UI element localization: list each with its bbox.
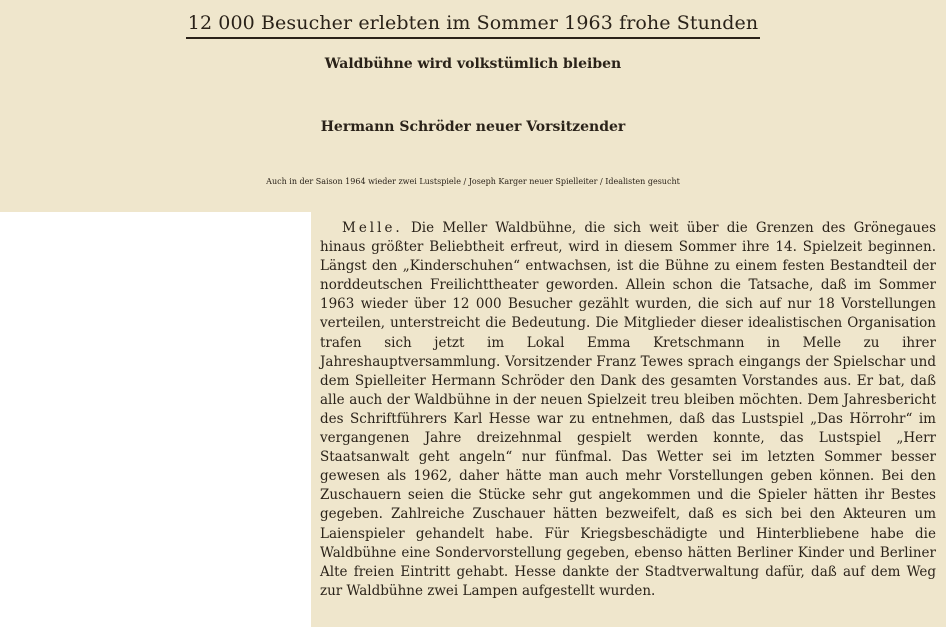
subheadline: Auch in der Saison 1964 wieder zwei Lustspiele / Joseph Karger neuer Spielleiter / Idealisten gesucht bbox=[266, 177, 680, 186]
article-dateline: Melle. bbox=[342, 220, 403, 236]
kicker-line bbox=[0, 12, 946, 34]
article-text: Die Meller Waldbühne, die sich weit über die Grenzen des Grönegaues hinaus größter Beliebtheit erfreut, wird in diesem Sommer ihre 14. Spielzeit beginnen. Längst den „Kinderschuhen“ entwachsen, ist die Bühne zu einem festen Bestandteil der norddeutschen Freilichttheater geworden. Allein schon die Tatsache, daß im Sommer 1963 wieder über 12 000 Besucher gezählt wurden, die sich auf nur 18 Vorstellungen verteilen, unterstreicht die Bedeutung. Die Mitglieder dieser idealistischen Organisation trafen sich jetzt im Lokal Emma Kretschmann in Melle zu ihrer Jahreshauptversammlung. Vorsitzender Franz Tewes sprach eingangs der Spielschar und dem Spielleiter Hermann Schröder den Dank des gesamten Vorstandes aus. Er bat, daß alle auch der Waldbühne in der neuen Spielzeit treu bleiben möchten. Dem Jahresbericht des Schriftführers Karl Hesse war zu entnehmen, daß das Lustspiel „Das Hörrohr“ im vergangenen Jahre dreizehnmal gespielt werden konnte, das Lustspiel „Herr Staatsanwalt geht angeln“ nur fünfmal. Das Wetter sei im letzten Sommer besser gewesen als 1962, daher hätte man auch mehr Vorstellungen geben können. Bei den Zuschauern seien die Stücke sehr gut angekommen und die Spieler hätten ihr Bestes gegeben. Zahlreiche Zuschauer hätten bezweifelt, daß es sich bei den Akteuren um Laienspieler gehandelt habe. Für Kriegsbeschädigte und Hinterbliebene habe die Waldbühne eine Sondervorstellung gegeben, ebenso hätten Berliner Kinder und Berliner Alte freien Eintritt gehabt. Hesse dankte der Stadtverwaltung dafür, daß auf dem Weg zur Waldbühne zwei Lampen aufgestellt wurden. bbox=[320, 220, 937, 599]
headline-line-2: Hermann Schröder neuer Vorsitzender bbox=[320, 119, 626, 135]
article-body bbox=[320, 219, 936, 601]
kicker-text: 12 000 Besucher erlebten im Sommer 1963 frohe Stunden bbox=[186, 12, 760, 39]
headline-line-1: Waldbühne wird volkstümlich bleiben bbox=[324, 56, 622, 72]
